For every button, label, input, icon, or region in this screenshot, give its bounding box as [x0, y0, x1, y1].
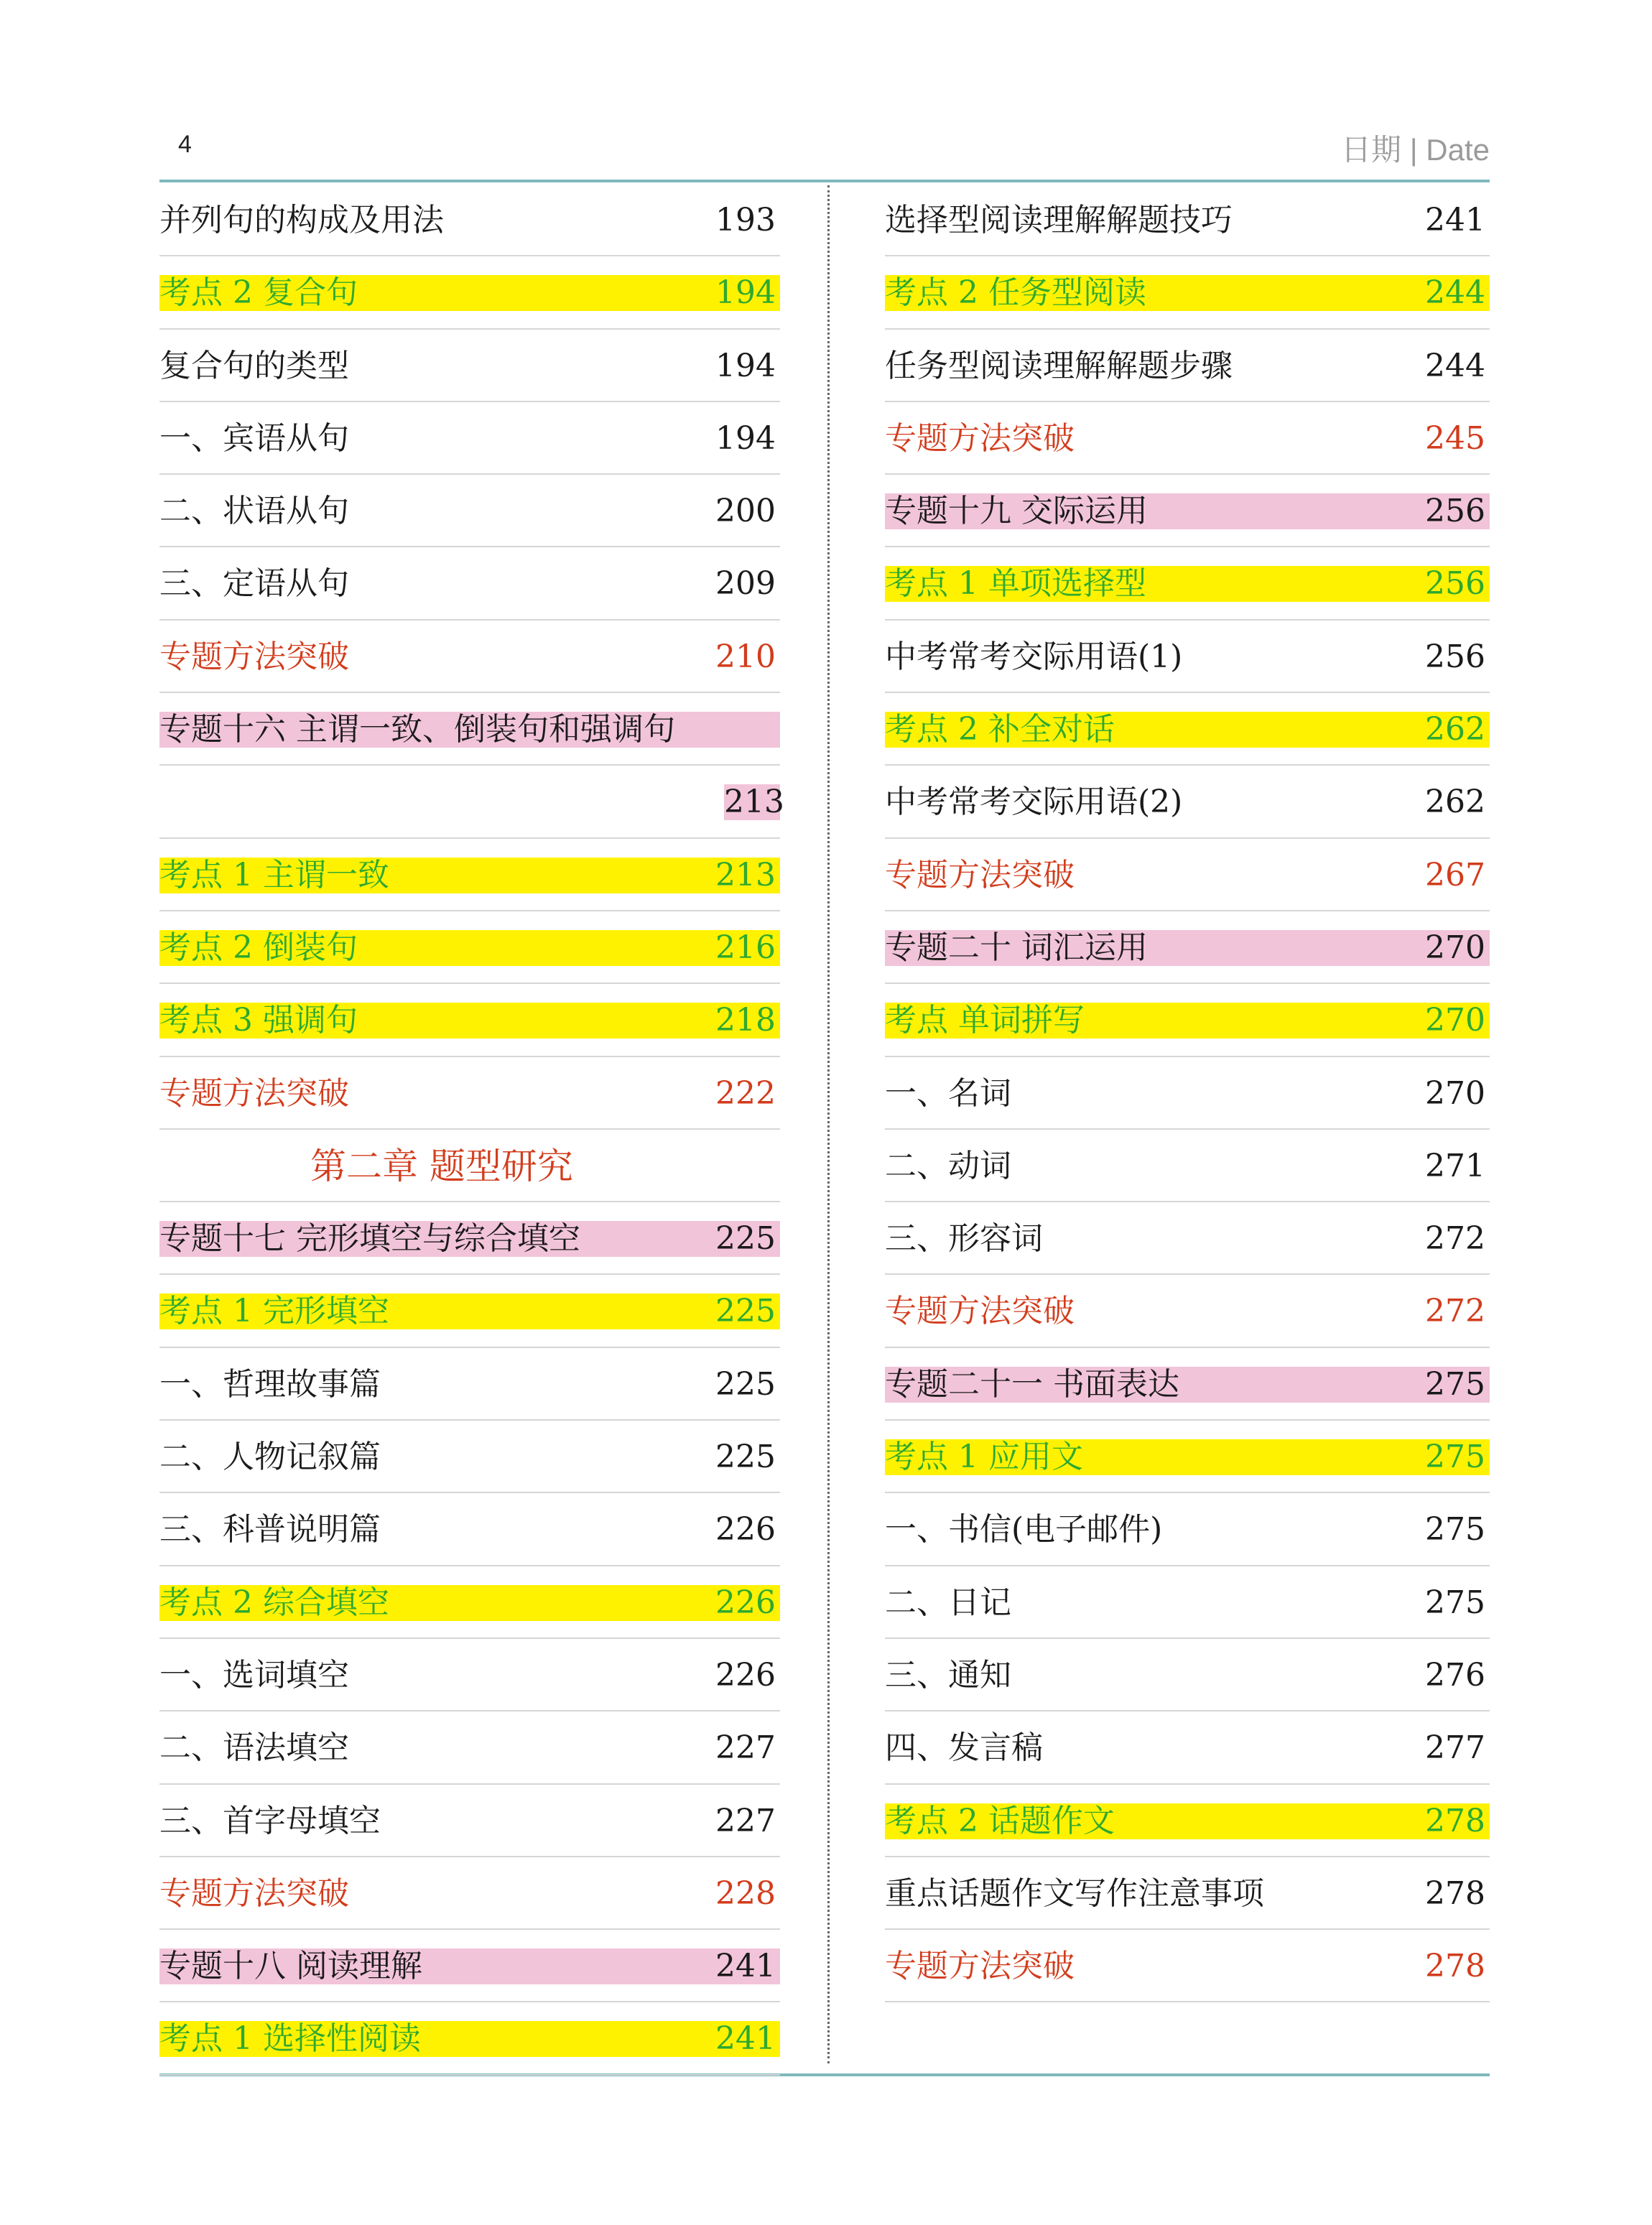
toc-entry-title: 考点 2 话题作文: [885, 1803, 1382, 1839]
toc-entry-title: 专题十六 主谓一致、倒装句和强调句: [159, 712, 780, 748]
toc-entry-title: 专题十九 交际运用: [885, 493, 1389, 529]
page-number: 4: [178, 131, 192, 158]
column-divider: [827, 185, 830, 2063]
toc-entry-page: 278: [1425, 1948, 1485, 1985]
toc-entry-title: 二、动词: [885, 1147, 1011, 1184]
top-rule: [159, 180, 1490, 182]
toc-entry-page: 193: [715, 202, 776, 238]
toc-entry[interactable]: [885, 1566, 1490, 1639]
toc-right-column: [885, 184, 1490, 2002]
toc-entry-title: 二、人物记叙篇: [159, 1439, 381, 1476]
toc-entry-page: 275: [1382, 1439, 1490, 1475]
toc-entry-page: 277: [1425, 1729, 1485, 1767]
toc-entry[interactable]: [885, 911, 1490, 984]
toc-entry[interactable]: [159, 1930, 780, 2002]
toc-entry[interactable]: [159, 1348, 780, 1421]
toc-entry[interactable]: [885, 1348, 1490, 1421]
toc-entry[interactable]: [885, 839, 1490, 911]
toc-entry-title: 三、通知: [885, 1656, 1011, 1694]
toc-entry[interactable]: [885, 1493, 1490, 1566]
toc-entry-title: 考点 2 倒装句: [159, 930, 672, 966]
date-label: 日期 | Date: [1341, 133, 1490, 167]
toc-entry-title: 并列句的构成及用法: [159, 202, 444, 238]
toc-entry[interactable]: [885, 1711, 1490, 1784]
toc-entry-title: 考点 3 强调句: [159, 1003, 672, 1039]
toc-entry-title: 专题方法突破: [885, 419, 1075, 457]
toc-entry-title: 三、科普说明篇: [159, 1511, 381, 1548]
toc-left-column: [159, 184, 784, 2076]
toc-entry-page: 276: [1425, 1656, 1485, 1694]
toc-entry-page: 194: [672, 275, 780, 311]
toc-entry[interactable]: [885, 475, 1490, 547]
toc-entry[interactable]: [159, 1785, 780, 1857]
toc-entry[interactable]: [885, 1202, 1490, 1275]
toc-entry-page: 272: [1425, 1220, 1485, 1258]
toc-entry-page: 218: [672, 1003, 780, 1039]
toc-entry-title: 专题方法突破: [885, 1293, 1075, 1330]
toc-entry-page: 225: [679, 1221, 780, 1257]
toc-entry-title: 三、首字母填空: [159, 1802, 381, 1839]
toc-entry[interactable]: [159, 1275, 780, 1347]
toc-entry-title: 四、发言稿: [885, 1729, 1043, 1767]
toc-entry-title: 专题方法突破: [885, 856, 1075, 893]
toc-entry-page: 271: [1425, 1147, 1485, 1184]
toc-entry-page: 210: [715, 638, 776, 675]
toc-entry-page: 262: [1425, 784, 1485, 821]
toc-entry-title: 一、选词填空: [159, 1656, 349, 1694]
toc-entry-page: 256: [1425, 638, 1485, 675]
toc-entry-title: 专题十七 完形填空与综合填空: [159, 1221, 679, 1257]
toc-entry[interactable]: [885, 766, 1490, 838]
toc-entry-page: 241: [1425, 202, 1485, 238]
toc-entry[interactable]: [159, 402, 780, 475]
toc-entry-page: 194: [715, 347, 776, 384]
toc-entry[interactable]: [885, 1130, 1490, 1202]
toc-entry-page: 256: [1389, 493, 1490, 529]
toc-entry-title: 考点 2 补全对话: [885, 712, 1382, 748]
toc-entry-title: 三、形容词: [885, 1220, 1043, 1258]
toc-entry[interactable]: [885, 621, 1490, 693]
toc-entry-page: 278: [1382, 1803, 1490, 1839]
toc-entry-page: 270: [1425, 1074, 1485, 1112]
toc-entry-page: 213: [724, 784, 784, 821]
toc-entry[interactable]: [885, 1785, 1490, 1857]
toc-entry[interactable]: [159, 184, 780, 256]
toc-entry-page: 275: [1425, 1584, 1485, 1621]
toc-entry[interactable]: [159, 693, 780, 766]
toc-entry[interactable]: [885, 547, 1490, 620]
toc-entry-title: 考点 1 单项选择型: [885, 566, 1382, 602]
toc-entry[interactable]: [885, 1421, 1490, 1493]
toc-entry-page: 244: [1382, 275, 1490, 311]
toc-entry-page: 272: [1425, 1293, 1485, 1330]
toc-entry-title: 考点 2 综合填空: [159, 1585, 672, 1621]
toc-entry-title: 考点 2 复合句: [159, 275, 672, 311]
toc-entry-title: 专题二十一 书面表达: [885, 1367, 1389, 1403]
toc-entry[interactable]: [885, 256, 1490, 329]
toc-entry-page: 228: [715, 1875, 776, 1912]
toc-entry-page: 241: [679, 1948, 780, 1984]
toc-entry-page: 256: [1382, 566, 1490, 602]
toc-entry-page: 270: [1389, 930, 1490, 966]
toc-entry-page: 245: [1425, 419, 1485, 457]
toc-entry[interactable]: [159, 911, 780, 984]
toc-entry-page: 226: [715, 1511, 776, 1548]
toc-entry-page: 267: [1425, 856, 1485, 893]
toc-entry[interactable]: [159, 1711, 780, 1784]
toc-entry-page: 262: [1382, 712, 1490, 748]
toc-entry[interactable]: [159, 1493, 780, 1566]
toc-entry-title: 专题方法突破: [159, 1074, 349, 1112]
toc-entry-title: 专题方法突破: [159, 1875, 349, 1912]
toc-entry-title: 选择型阅读理解解题技巧: [885, 202, 1233, 238]
toc-entry[interactable]: [159, 621, 780, 693]
toc-entry-title: 专题方法突破: [159, 638, 349, 675]
toc-entry-title: 二、语法填空: [159, 1729, 349, 1767]
toc-entry-page: 216: [672, 930, 780, 966]
toc-entry-page: 200: [715, 493, 776, 530]
toc-entry[interactable]: [159, 839, 780, 911]
toc-entry-title: 考点 1 完形填空: [159, 1293, 672, 1329]
toc-entry[interactable]: [159, 1566, 780, 1639]
toc-entry[interactable]: [159, 330, 780, 402]
toc-entry[interactable]: [159, 256, 780, 329]
toc-entry-page: 226: [715, 1656, 776, 1694]
toc-entry[interactable]: [159, 984, 780, 1056]
toc-entry-page: 194: [715, 419, 776, 457]
toc-entry-title: 一、书信(电子邮件): [885, 1511, 1163, 1548]
toc-entry-title: 一、名词: [885, 1074, 1011, 1112]
toc-entry[interactable]: [159, 1130, 780, 1202]
toc-entry-title: 重点话题作文写作注意事项: [885, 1875, 1264, 1912]
toc-entry[interactable]: [885, 402, 1490, 475]
toc-entry-title: 中考常考交际用语(2): [885, 784, 1183, 821]
toc-entry-page: 275: [1389, 1367, 1490, 1403]
toc-entry[interactable]: [885, 1930, 1490, 2002]
toc-entry[interactable]: [159, 766, 784, 838]
toc-entry[interactable]: [159, 1202, 780, 1275]
toc-entry[interactable]: [159, 1057, 780, 1130]
toc-entry-title: 考点 1 应用文: [885, 1439, 1382, 1475]
toc-entry[interactable]: [159, 1857, 780, 1930]
toc-entry-page: 225: [715, 1365, 776, 1403]
toc-entry-title: 考点 1 选择性阅读: [159, 2021, 672, 2057]
toc-entry-page: 225: [672, 1293, 780, 1329]
toc-entry[interactable]: [885, 1857, 1490, 1930]
toc-entry-title: 三、定语从句: [159, 565, 349, 603]
toc-entry[interactable]: [159, 475, 780, 547]
toc-entry[interactable]: [885, 1275, 1490, 1347]
toc-entry[interactable]: [885, 1639, 1490, 1711]
toc-entry-title: 专题十八 阅读理解: [159, 1948, 679, 1984]
toc-entry-page: 244: [1425, 347, 1485, 384]
toc-entry[interactable]: [885, 184, 1490, 256]
toc-entry-title: 任务型阅读理解解题步骤: [885, 347, 1233, 384]
toc-entry-page: 275: [1425, 1511, 1485, 1548]
toc-entry[interactable]: [885, 693, 1490, 766]
toc-entry-title: 一、宾语从句: [159, 419, 349, 457]
toc-entry-page: 270: [1382, 1003, 1490, 1039]
toc-entry-title: 专题方法突破: [885, 1948, 1075, 1985]
toc-entry-title: 专题二十 词汇运用: [885, 930, 1389, 966]
toc-entry-page: 222: [715, 1074, 776, 1112]
toc-entry-title: 二、日记: [885, 1584, 1011, 1621]
toc-entry[interactable]: [159, 2002, 780, 2075]
toc-entry[interactable]: [885, 1057, 1490, 1130]
toc-entry-title: 复合句的类型: [159, 347, 349, 384]
toc-entry-title: 二、状语从句: [159, 493, 349, 530]
toc-entry-page: 209: [715, 565, 776, 603]
toc-entry[interactable]: [159, 1421, 780, 1493]
toc-entry[interactable]: [159, 547, 780, 620]
toc-entry-title: 第二章 题型研究: [310, 1145, 573, 1187]
toc-entry-page: 241: [672, 2021, 780, 2057]
toc-entry[interactable]: [159, 1639, 780, 1711]
toc-entry-page: 226: [672, 1585, 780, 1621]
toc-entry-title: 考点 1 主谓一致: [159, 858, 672, 893]
toc-entry-title: 考点 2 任务型阅读: [885, 275, 1382, 311]
toc-entry-title: 考点 单词拼写: [885, 1003, 1382, 1039]
toc-entry-page: 278: [1425, 1875, 1485, 1912]
toc-entry-title: 一、哲理故事篇: [159, 1365, 381, 1403]
toc-entry-page: 225: [715, 1439, 776, 1476]
toc-entry[interactable]: [885, 984, 1490, 1056]
toc-entry-page: 227: [715, 1802, 776, 1839]
toc-entry-title: 中考常考交际用语(1): [885, 638, 1183, 675]
toc-entry-page: 227: [715, 1729, 776, 1767]
toc-entry-page: 213: [672, 858, 780, 893]
toc-entry[interactable]: [885, 330, 1490, 402]
